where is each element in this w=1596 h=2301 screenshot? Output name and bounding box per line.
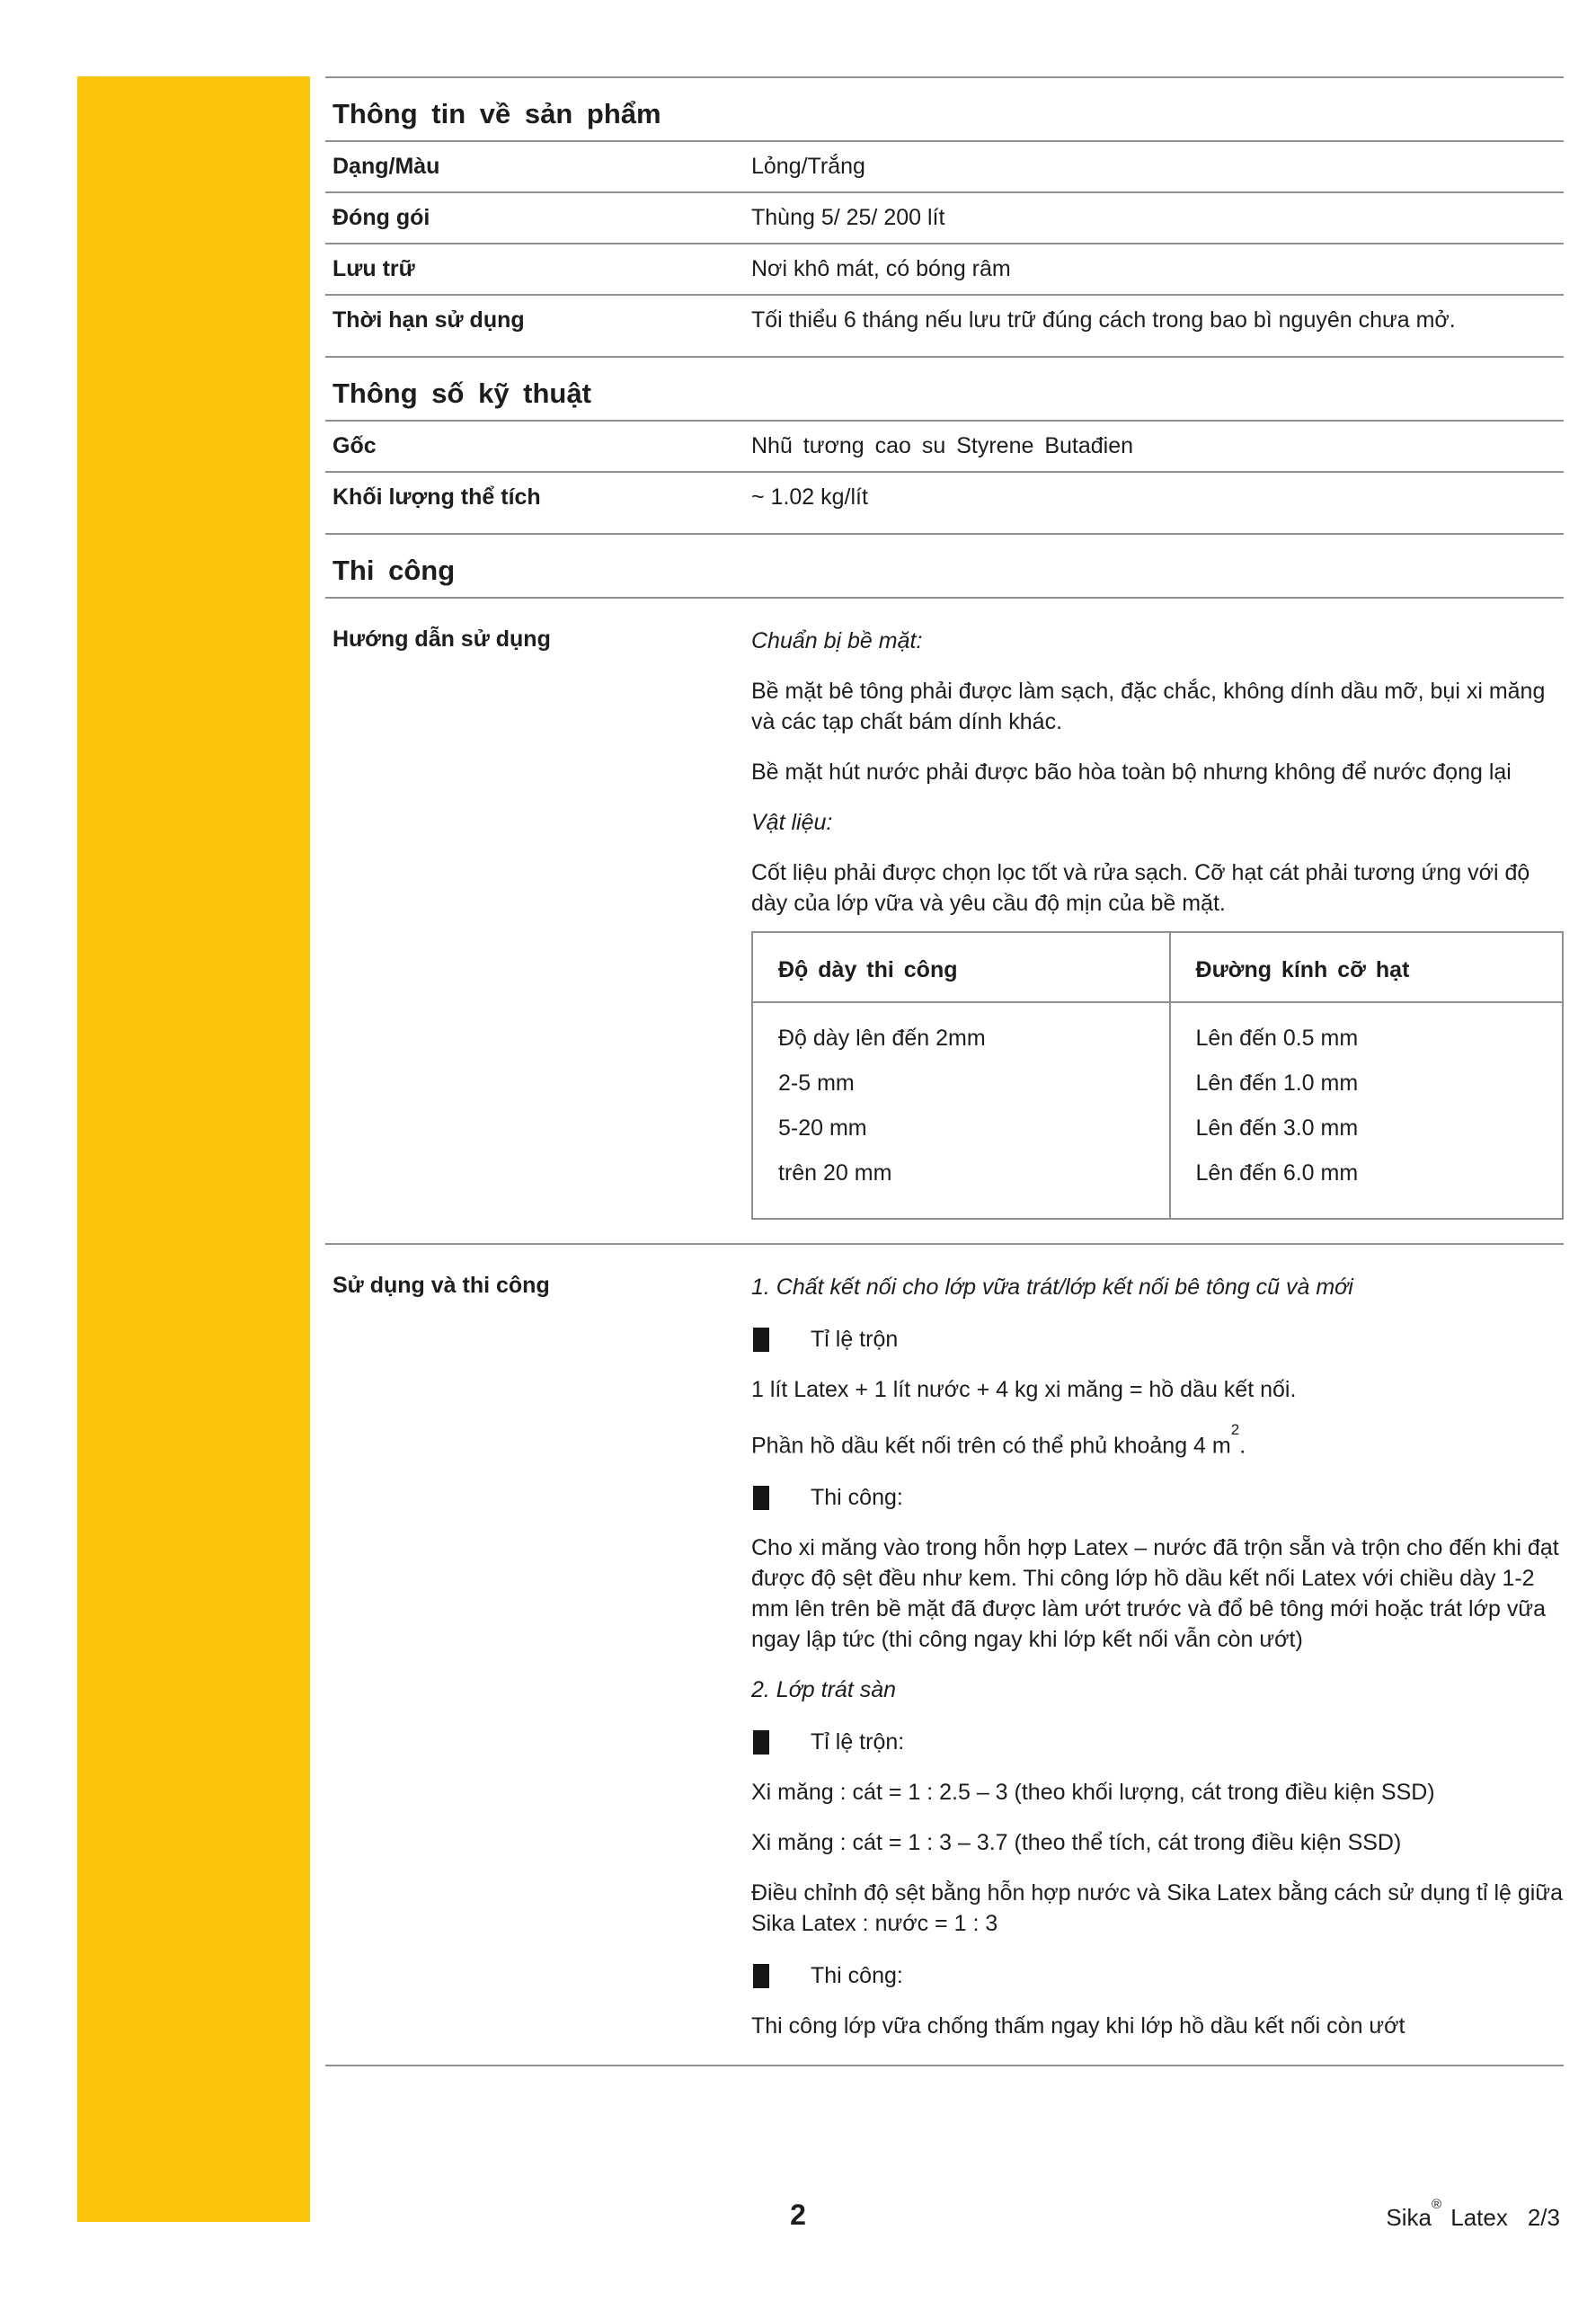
table-row (325, 142, 1564, 191)
table-row (752, 1002, 1563, 1061)
registered-trademark-icon: ® (1431, 2197, 1441, 2213)
bullet-item (751, 1482, 1564, 1513)
subheading-part1: 1. Chất kết nối cho lớp vữa trát/lớp kết nối bê tông cũ và mới (751, 1275, 1353, 1300)
subheading-surface-prep: Chuẩn bị bề mặt: (751, 628, 923, 653)
table-row (752, 1061, 1563, 1106)
table-row (325, 244, 1564, 294)
instructions-row (325, 599, 1564, 1243)
content-area (325, 76, 1564, 2066)
coverage-text: Phần hồ dầu kết nối trên có thể phủ khoảng 4 m (751, 1433, 1231, 1459)
bullet-item (751, 1960, 1564, 1991)
product-name: Latex (1450, 2204, 1508, 2231)
spec-value: Tối thiểu 6 tháng nếu lưu trữ đúng cách trong bao bì nguyên chưa mở. (751, 307, 1456, 333)
bullet-label: Thi công: (811, 1485, 903, 1511)
paragraph: Cốt liệu phải được chọn lọc tốt và rửa sạch. Cỡ hạt cát phải tương ứng với độ dày của lớp vữa và yêu cầu độ mịn của bề mặt. (751, 860, 1530, 916)
table-row (752, 1106, 1563, 1150)
spec-label: Gốc (332, 433, 377, 458)
spec-label: Đóng gói (332, 205, 430, 230)
table-header-row (752, 932, 1563, 1002)
paragraph: Thi công lớp vữa chống thấm ngay khi lớp hồ dầu kết nối còn ướt (751, 2013, 1405, 2039)
table-row (752, 1150, 1563, 1219)
superscript-2: 2 (1230, 1421, 1240, 1438)
section-title-application: Thi công (332, 555, 456, 586)
bullet-label: Thi công: (811, 1963, 903, 1989)
spec-label: Hướng dẫn sử dụng (332, 626, 551, 652)
section-title-tech-specs: Thông số kỹ thuật (332, 378, 591, 409)
grain-size-table (751, 931, 1564, 1220)
ratio-line: Xi măng : cát = 1 : 2.5 – 3 (theo khối lượng, cát trong điều kiện SSD) (751, 1780, 1435, 1806)
spec-label: Khối lượng thể tích (332, 484, 541, 510)
table-row (325, 422, 1564, 471)
coverage-period: . (1239, 1433, 1246, 1459)
table-cell: Lên đến 6.0 mm (1170, 1150, 1563, 1219)
ratio-line: Xi măng : cát = 1 : 3 – 3.7 (theo thể tích, cát trong điều kiện SSD) (751, 1830, 1402, 1856)
table-cell: 5-20 mm (778, 1115, 867, 1141)
table-cell: Lên đến 1.0 mm (1170, 1061, 1563, 1106)
bullet-label: Tỉ lệ trộn: (811, 1729, 905, 1755)
square-bullet-icon (753, 1328, 769, 1352)
page-ref: 2/3 (1527, 2204, 1560, 2231)
spec-value: Nhũ tương cao su Styrene Butađien (751, 433, 1134, 458)
brand-name: Sika (1386, 2204, 1432, 2231)
bullet-label: Tỉ lệ trộn (811, 1327, 899, 1352)
subheading-material: Vật liệu: (751, 810, 833, 835)
subheading-part2: 2. Lớp trát sàn (751, 1677, 897, 1703)
spec-value: Thùng 5/ 25/ 200 lít (751, 205, 945, 230)
coverage-line (751, 1421, 1564, 1461)
bullet-item (751, 1727, 1564, 1757)
paragraph: Bề mặt bê tông phải được làm sạch, đặc chắc, không dính dầu mỡ, bụi xi măng và các tạp chất bám dính khác. (751, 679, 1546, 734)
usage-row (325, 1245, 1564, 2065)
table-row (325, 473, 1564, 533)
table-header-thickness: Độ dày thi công (752, 932, 1170, 1002)
brand-yellow-sidebar (77, 76, 310, 2222)
square-bullet-icon (753, 1730, 769, 1755)
usage-body (751, 1272, 1564, 2041)
table-row (325, 296, 1564, 356)
spec-value: Nơi khô mát, có bóng râm (751, 256, 1011, 281)
bullet-item (751, 1324, 1564, 1355)
table-cell: Lên đến 0.5 mm (1170, 1002, 1563, 1061)
spec-label: Sử dụng và thi công (332, 1273, 550, 1298)
spec-label: Thời hạn sử dụng (332, 307, 525, 333)
spec-value: Lỏng/Trắng (751, 154, 865, 179)
table-cell: 2-5 mm (778, 1071, 855, 1096)
spec-value: ~ 1.02 kg/lít (751, 484, 868, 510)
table-header-grain-diameter: Đường kính cỡ hạt (1170, 932, 1563, 1002)
square-bullet-icon (753, 1486, 769, 1510)
mix-ratio-line: 1 lít Latex + 1 lít nước + 4 kg xi măng = hồ dầu kết nối. (751, 1377, 1297, 1402)
table-cell: trên 20 mm (778, 1160, 892, 1186)
footer-doc-ref (1386, 2197, 1560, 2232)
table-cell: Lên đến 3.0 mm (1170, 1106, 1563, 1150)
square-bullet-icon (753, 1964, 769, 1988)
spec-label: Lưu trữ (332, 256, 415, 281)
paragraph: Bề mặt hút nước phải được bão hòa toàn bộ nhưng không để nước đọng lại (751, 760, 1512, 785)
divider (325, 2065, 1564, 2066)
page-number: 2 (790, 2199, 806, 2231)
paragraph: Điều chỉnh độ sệt bằng hỗn hợp nước và Sika Latex bằng cách sử dụng tỉ lệ giữa Sika Latex : nước = 1 : 3 (751, 1880, 1564, 1937)
table-cell: Độ dày lên đến 2mm (778, 1026, 986, 1051)
spec-label: Dạng/Màu (332, 154, 440, 179)
table-row (325, 193, 1564, 243)
section-title-product-info: Thông tin về sản phẩm (332, 98, 661, 129)
instructions-body (751, 626, 1564, 1220)
paragraph: Cho xi măng vào trong hỗn hợp Latex – nước đã trộn sẵn và trộn cho đến khi đạt được độ sệt đều như kem. Thi công lớp hồ dầu kết nối Latex với chiều dày 1-2 mm lên trên bề mặt đã được làm ướt trước và đổ bê tông mới hoặc trát lớp vữa ngay lập tức (thi công ngay khi lớp kết nối vẫn còn ướt) (751, 1535, 1559, 1653)
